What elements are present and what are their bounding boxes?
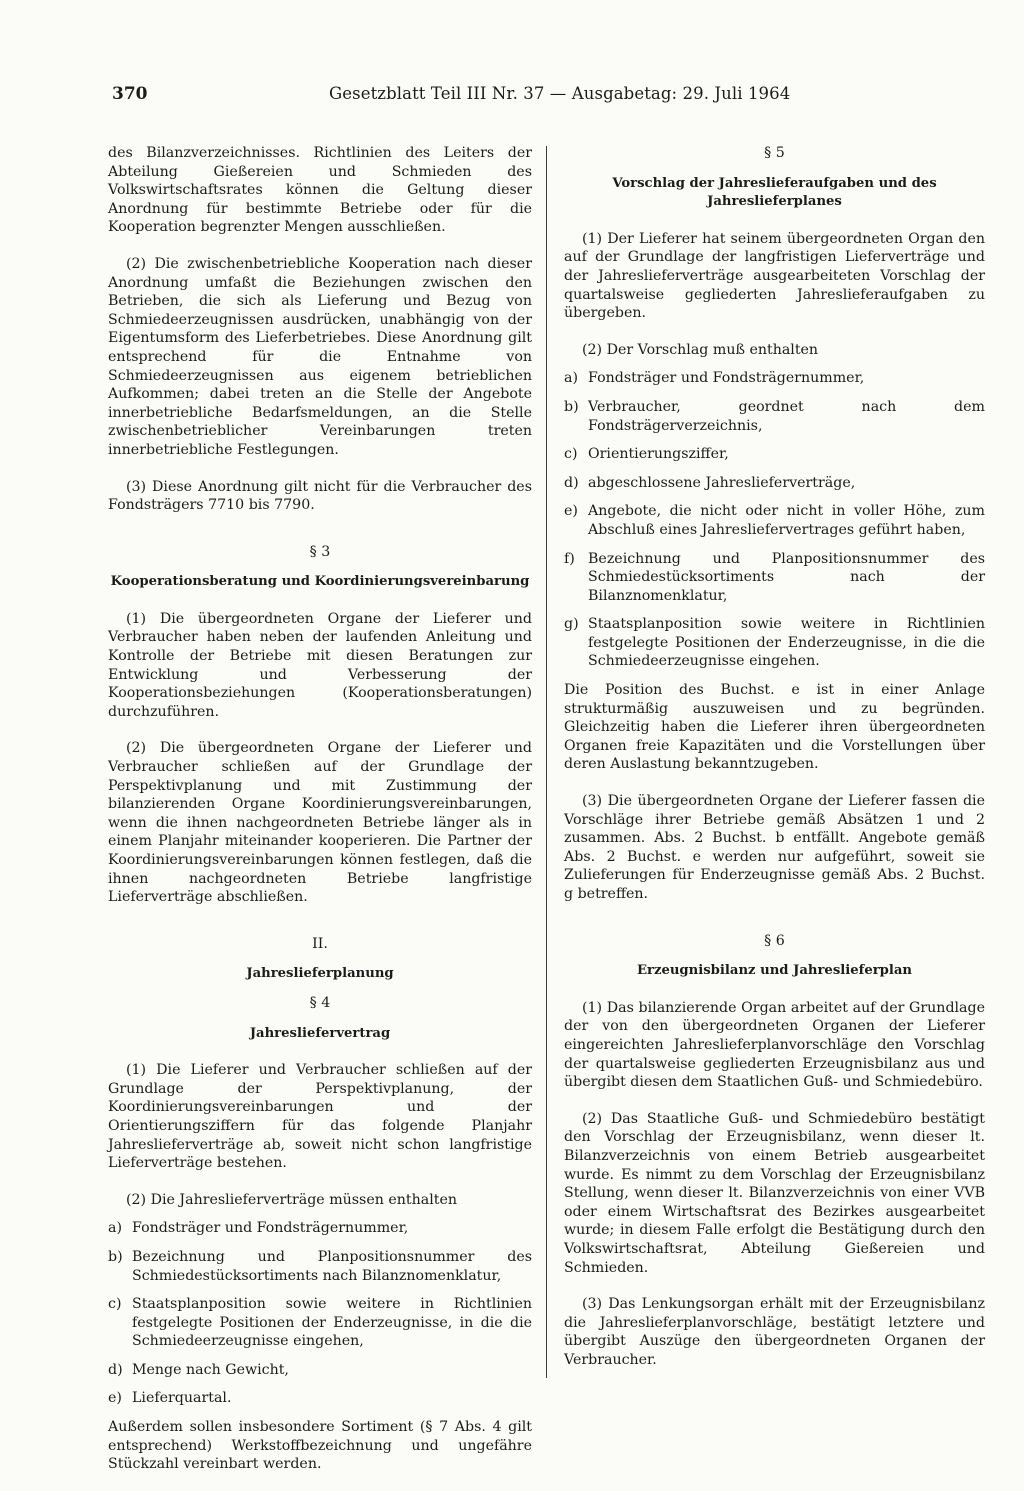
- list-item: [564, 474, 985, 493]
- list-label: g): [564, 616, 579, 633]
- list-text: Staatsplanposition sowie weitere in Richtlinien festgelegte Positionen der Enderzeugnisse, in die die Schmiedeerzeugnisse eingehen,: [132, 1296, 532, 1350]
- page-number: 370: [112, 84, 148, 104]
- section-4-number: § 4: [309, 994, 331, 1011]
- section-5-list: [564, 369, 985, 671]
- section-6-number: § 6: [764, 932, 785, 949]
- part-title: Jahreslieferplanung: [246, 966, 394, 982]
- list-item: [108, 1361, 532, 1380]
- paragraph-4-2: (2) Die Jahreslieferverträge müssen enthalten: [126, 1191, 457, 1208]
- list-item: [108, 1219, 532, 1238]
- paragraph-6-1: (1) Das bilanzierende Organ arbeitet auf der Grundlage der von den übergeordneten Organen der Lieferer eingereichten Jahreslieferplanvorschläge den Vorschlag der quartalsweise gegliederten Erzeugnisbilanz aus und übergibt diesen dem Staatlichen Guß- und Schmiedebüro.: [564, 999, 985, 1091]
- list-text: Fondsträger und Fondsträgernummer,: [132, 1220, 409, 1237]
- list-label: e): [108, 1390, 122, 1407]
- section-6-title: Erzeugnisbilanz und Jahreslieferplan: [636, 963, 913, 979]
- paragraph-5-2-annex: Die Position des Buchst. e ist in einer Anlage strukturmäßig auszuweisen und zu begründen. Gleichzeitig haben die Lieferer ihren übergeordneten Organen freie Kapazitäten und die Vorstellungen über deren Auslastung bekanntzugeben.: [564, 682, 985, 773]
- list-item: [564, 615, 985, 671]
- list-text: Verbraucher, geordnet nach dem Fondsträgerverzeichnis,: [588, 398, 985, 434]
- list-item: [564, 550, 985, 606]
- list-item: [564, 369, 985, 388]
- list-text: Bezeichnung und Planpositionsnummer des Schmiedestücksortiments nach der Bilanznomenklatur,: [588, 550, 985, 604]
- left-column: [108, 144, 532, 1474]
- running-title: Gesetzblatt Teil III Nr. 37 — Ausgabetag: 29. Juli 1964: [329, 84, 791, 103]
- paragraph-5-2: (2) Der Vorschlag muß enthalten: [582, 341, 819, 358]
- list-item: [108, 1389, 532, 1408]
- paragraph-5-1: (1) Der Lieferer hat seinem übergeordneten Organ den auf der Grundlage der langfristigen Lieferverträge und der Jahreslieferverträge ausgearbeiteten Vorschlag der quartalsweise gegliederten Jahreslieferaufgaben zu übergeben.: [564, 230, 985, 322]
- right-column: [564, 144, 985, 1369]
- section-4-title: Jahresliefervertrag: [249, 1025, 391, 1041]
- list-text: abgeschlossene Jahreslieferverträge,: [588, 474, 856, 491]
- page-header: [112, 84, 930, 112]
- section-5-number: § 5: [764, 145, 785, 161]
- list-text: Lieferquartal.: [132, 1390, 232, 1407]
- list-text: Fondsträger und Fondsträgernummer,: [588, 370, 865, 387]
- paragraph-3-1: (1) Die übergeordneten Organe der Lieferer und Verbraucher haben neben der laufenden Anleitung und Kontrolle der Betriebe mit diesen Beratungen zur Entwicklung und Verbesserung der Kooperationsbeziehungen (Kooperationsberatungen) durchzuführen.: [108, 610, 532, 720]
- list-item: [564, 398, 985, 435]
- paragraph-4-1: (1) Die Lieferer und Verbraucher schließen auf der Grundlage der Perspektivplanung, der Koordinierungsvereinbarungen und der Orientierungsziffern für das folgende Planjahr Jahreslieferverträge ab, soweit nicht schon langfristige Lieferverträge bestehen.: [108, 1062, 532, 1172]
- list-label: b): [564, 398, 579, 415]
- section-3-title: Kooperationsberatung und Koordinierungsvereinbarung: [110, 574, 530, 590]
- paragraph-2-3: (3) Diese Anordnung gilt nicht für die Verbraucher des Fondsträgers 7710 bis 7790.: [108, 478, 532, 514]
- list-label: d): [564, 474, 579, 491]
- list-label: a): [564, 370, 578, 387]
- list-item: [564, 502, 985, 539]
- paragraph-4-3: Außerdem sollen insbesondere Sortiment (§ 7 Abs. 4 gilt entsprechend) Werkstoffbezeichnung und ungefähre Stückzahl vereinbart werden.: [108, 1419, 532, 1473]
- list-text: Menge nach Gewicht,: [132, 1361, 289, 1378]
- list-label: f): [564, 550, 575, 567]
- paragraph-3-2: (2) Die übergeordneten Organe der Lieferer und Verbraucher schließen auf der Grundlage der Perspektivplanung und mit Zustimmung der bilanzierenden Organe Koordinierungsvereinbarungen, wenn die ihnen nachgeordneten Betriebe länger als in einem Planjahr miteinander kooperieren. Die Partner der Koordinierungsvereinbarungen können festlegen, daß die ihnen nachgeordneten Betriebe langfristige Lieferverträge abschließen.: [108, 740, 532, 906]
- paragraph-2-2: (2) Die zwischenbetriebliche Kooperation nach dieser Anordnung umfaßt die Beziehungen zwischen den Betrieben, die sich als Lieferung und Bezug von Schmiedeerzeugnissen ausdrücken, unabhängig von der Eigentumsform des Lieferbetriebes. Diese Anordnung gilt entsprechend für die Entnahme von Schmiedeerzeugnissen aus eigenem betrieblichen Aufkommen; dabei treten an die Stelle der Angebote innerbetriebliche Bedarfsmeldungen, an die Stelle zwischenbetrieblicher Vereinbarungen treten innerbetriebliche Festlegungen.: [108, 255, 532, 458]
- section-5-title: Vorschlag der Jahreslieferaufgaben und des Jahreslieferplanes: [612, 175, 937, 210]
- list-text: Staatsplanposition sowie weitere in Richtlinien festgelegte Positionen der Enderzeugnisse, in die die Schmiedeerzeugnisse eingehen.: [588, 616, 985, 670]
- list-label: c): [564, 446, 578, 463]
- column-divider: [546, 146, 547, 1378]
- part-number: II.: [312, 935, 328, 952]
- list-label: e): [564, 503, 578, 520]
- list-text: Angebote, die nicht oder nicht in voller Höhe, zum Abschluß eines Jahresliefervertrages geführt haben,: [588, 503, 985, 538]
- section-3-number: § 3: [309, 543, 331, 560]
- list-item: [564, 445, 985, 464]
- paragraph-6-3: (3) Das Lenkungsorgan erhält mit der Erzeugnisbilanz die Jahreslieferplanvorschläge, bestätigt letztere und übergibt Auszüge den übergeordneten Organen der Verbraucher.: [564, 1296, 985, 1368]
- list-text: Bezeichnung und Planpositionsnummer des Schmiedestücksortiments nach Bilanznomenklatur,: [132, 1248, 532, 1284]
- list-label: a): [108, 1220, 122, 1237]
- list-label: b): [108, 1248, 123, 1265]
- list-text: Orientierungsziffer,: [588, 446, 729, 463]
- paragraph-continuation: des Bilanzverzeichnisses. Richtlinien des Leiters der Abteilung Gießereien und Schmieden des Volkswirtschaftsrates können die Geltung dieser Anordnung für bestimmte Betriebe oder für die Kooperation begrenzter Mengen ausschließen.: [108, 145, 532, 236]
- paragraph-5-3: (3) Die übergeordneten Organe der Lieferer fassen die Vorschläge ihrer Betriebe gemäß Absätzen 1 und 2 zusammen. Abs. 2 Buchst. b entfällt. Angebote gemäß Abs. 2 Buchst. e werden nur aufgeführt, soweit sie Zulieferungen für Enderzeugnisse gemäß Abs. 2 Buchst. g betreffen.: [564, 793, 985, 902]
- list-item: [108, 1295, 532, 1351]
- paragraph-6-2: (2) Das Staatliche Guß- und Schmiedebüro bestätigt den Vorschlag der Erzeugnisbilanz, wenn dieser lt. Bilanzverzeichnis von einem Betrieb ausgearbeitet wurde. Es nimmt zu dem Vorschlag der Erzeugnisbilanz Stellung, wenn dieser lt. Bilanzverzeichnis von einer VVB oder einem Wirtschaftsrat des Bezirkes ausgearbeitet wurde; in diesem Falle erfolgt die Bestätigung durch den Volkswirtschaftsrat, Abteilung Gießereien und Schmieden.: [564, 1110, 985, 1276]
- section-4-list: [108, 1219, 532, 1408]
- list-item: [108, 1248, 532, 1285]
- list-label: c): [108, 1296, 122, 1313]
- list-label: d): [108, 1361, 123, 1378]
